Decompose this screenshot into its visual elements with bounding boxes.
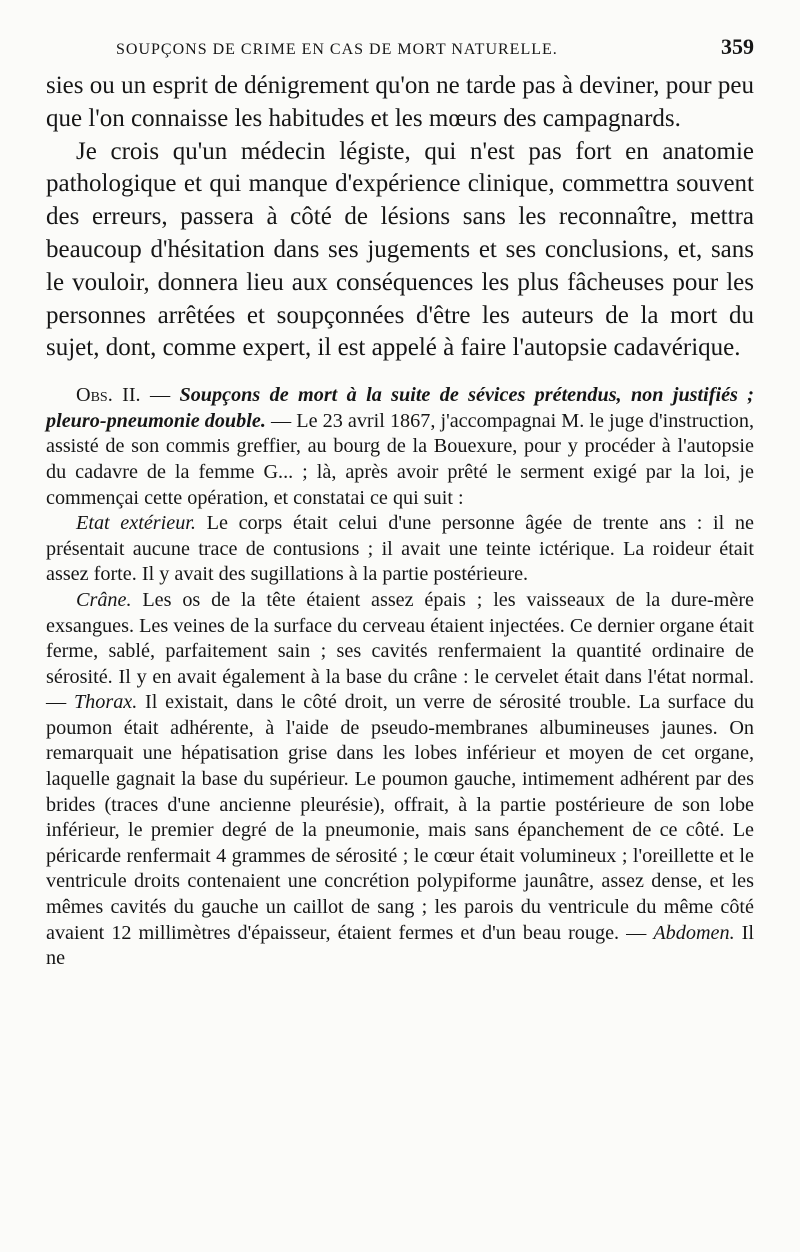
page-number: 359: [721, 34, 754, 59]
abdomen-text: Il ne: [46, 921, 754, 970]
abdomen-heading: Abdomen.: [653, 921, 735, 944]
book-page: [46, 34, 754, 972]
crane-heading: Crâne.: [76, 588, 132, 611]
observation-dash: —: [140, 384, 180, 407]
observation-intro: [46, 383, 754, 511]
observation-etat-exterieur: [46, 511, 754, 588]
paragraph-medecin-legiste: Je crois qu'un médecin légiste, qui n'est pas fort en anatomie pathologique et qui manque d'expérience clinique, commettra souvent des erreurs, passera à côté de lésions sans les reconnaître, mettra beaucoup d'hésitation dans ses jugements et ses conclusions, et, sans le vouloir, donnera lieu aux conséquences les plus fâcheuses pour les personnes arrêtées et soupçonnées d'être les auteurs de la mort du sujet, dont, comme expert, il est appelé à faire l'autopsie cadavérique.: [46, 137, 754, 362]
observation-label: Obs. II.: [76, 384, 141, 407]
thorax-heading: Thorax.: [73, 691, 138, 714]
running-title: SOUPÇONS DE CRIME EN CAS DE MORT NATURELLE.: [116, 41, 558, 58]
crane-text: Les os de la tête étaient assez épais ; les vaisseaux de la dure-mère exsangues. Les veines de la surface du cerveau étaient injectées. Ce dernier organe était ferme, sablé, parfaitement sain ; ses cavités renfermaient la quantité ordinaire de sérosité. Il y en avait également à la base du crâne : le cervelet était dans l'état normal. —: [46, 588, 754, 714]
observation-title: Soupçons de mort à la suite de sévices prétendus, non justifiés ; pleuro-pneumonie double.: [46, 384, 754, 432]
etat-text: Le corps était celui d'une personne âgée de trente ans : il ne présentait aucune trace de contusions ; il avait une teinte ictérique. La roideur était assez forte. Il y avait des sugillations à la partie postérieure.: [46, 512, 754, 586]
observation-crane: [46, 588, 754, 972]
paragraph-continuation: sies ou un esprit de dénigrement qu'on ne tarde pas à deviner, pour peu que l'on connaisse les habitudes et les mœurs des campagnards.: [46, 72, 754, 132]
etat-heading: Etat extérieur.: [76, 512, 196, 535]
observation-intro-text: — Le 23 avril 1867, j'accompagnai M. le juge d'instruction, assisté de son commis greffier, au bourg de la Bouexure, pour y procéder à l'autopsie du cadavre de la femme G... ; là, après avoir prêté le serment exigé par la loi, je commençai cette opération, et constatai ce qui suit :: [46, 409, 754, 509]
thorax-text: Il existait, dans le côté droit, un verre de sérosité trouble. La surface du poumon était adhérente, à l'aide de pseudo-membranes albumineuses jaunes. On remarquait une hépatisation grise dans les lobes inférieur et moyen de cet organe, laquelle gagnait la base du supérieur. Le poumon gauche, intimement adhérent par des brides (traces d'une ancienne pleurésie), offrait, à la partie postérieure de son lobe inférieur, le premier degré de la pneumonie, mais sans épanchement de ce côté. Le péricarde renfermait 4 grammes de sérosité ; le cœur était volumineux ; l'oreillette et le ventricule droits contenaient une concrétion polypiforme jaunâtre, assez dense, et les mêmes cavités du gauche un caillot de sang ; les parois du ventricule du même côté avaient 12 millimètres d'épaisseur, étaient fermes et d'un beau rouge. —: [46, 691, 755, 944]
running-header: [46, 34, 754, 60]
